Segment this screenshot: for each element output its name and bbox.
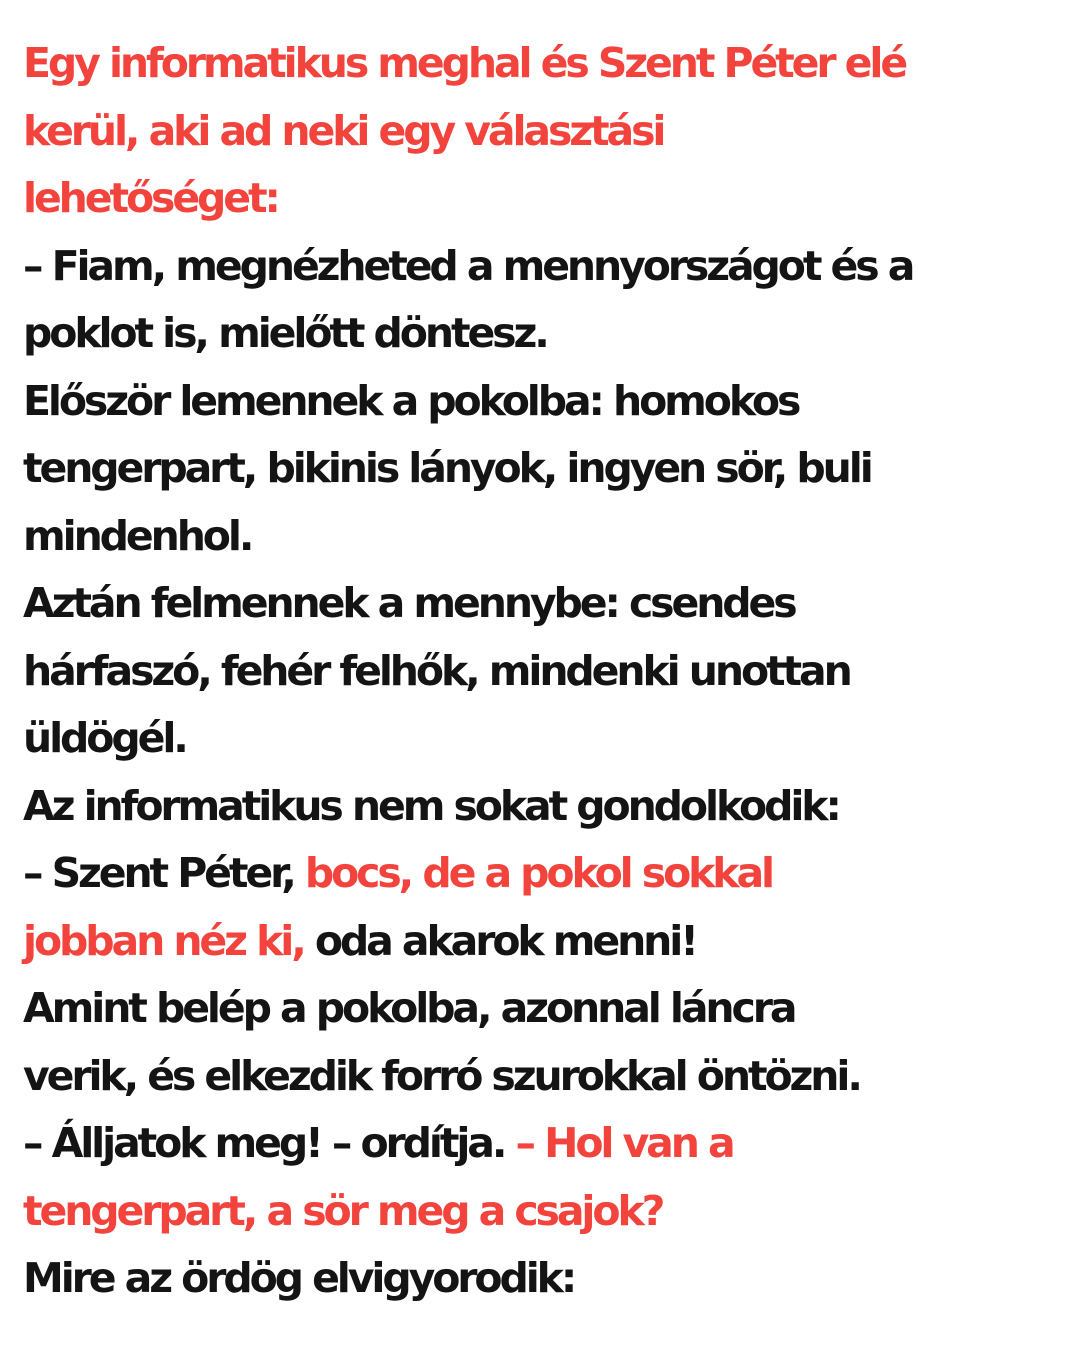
body-text: Mire az ördög elvigyorodik: (23, 1254, 575, 1302)
text-line (23, 1245, 1080, 1313)
body-text: – Álljatok meg! – ordítja. (23, 1119, 516, 1167)
highlighted-text: tengerpart, a sör meg a csajok? (23, 1186, 663, 1235)
text-line (23, 368, 1080, 436)
text-line (23, 233, 1080, 301)
text-line (23, 638, 1080, 706)
text-line (23, 975, 1080, 1043)
body-text: mindenhol. (23, 511, 252, 560)
highlighted-text: jobban néz ki, (23, 916, 304, 965)
body-text: Aztán felmennek a mennybe: csendes (23, 579, 795, 627)
text-line (23, 908, 1080, 976)
text-line (23, 570, 1080, 638)
body-text: Amint belép a pokolba, azonnal láncra (23, 984, 795, 1032)
text-line (23, 300, 1080, 368)
text-line (23, 503, 1080, 571)
highlighted-text: Egy informatikus meghal és Szent Péter elé (23, 39, 906, 87)
body-text: verik, és elkezdik forró szurokkal öntözni. (23, 1051, 860, 1100)
text-line (23, 1043, 1080, 1111)
body-text: Először lemennek a pokolba: homokos (23, 376, 799, 425)
joke-text-block (23, 30, 1080, 1313)
body-text: – Fiam, megnézheted a mennyországot és a (23, 241, 913, 290)
text-line (23, 435, 1080, 503)
highlighted-text: lehetőséget: (23, 174, 278, 222)
highlighted-text: bocs, de a pokol sokkal (304, 849, 772, 897)
body-text: hárfaszó, fehér felhők, mindenki unottan (23, 646, 850, 695)
text-line (23, 1110, 1080, 1178)
body-text: oda akarok menni! (303, 916, 696, 965)
text-line (23, 705, 1080, 773)
text-line (23, 165, 1080, 233)
text-line (23, 773, 1080, 841)
highlighted-text: – Hol van a (515, 1119, 733, 1167)
text-line (23, 98, 1080, 166)
highlighted-text: kerül, aki ad neki egy választási (23, 106, 664, 155)
text-line (23, 840, 1080, 908)
body-text: poklot is, mielőtt döntesz. (23, 309, 547, 357)
body-text: tengerpart, bikinis lányok, ingyen sör, buli (23, 444, 871, 492)
text-line (23, 1178, 1080, 1246)
body-text: Az informatikus nem sokat gondolkodik: (23, 781, 839, 830)
body-text: – Szent Péter, (23, 849, 305, 897)
text-line (23, 30, 1080, 98)
body-text: üldögél. (23, 714, 186, 762)
